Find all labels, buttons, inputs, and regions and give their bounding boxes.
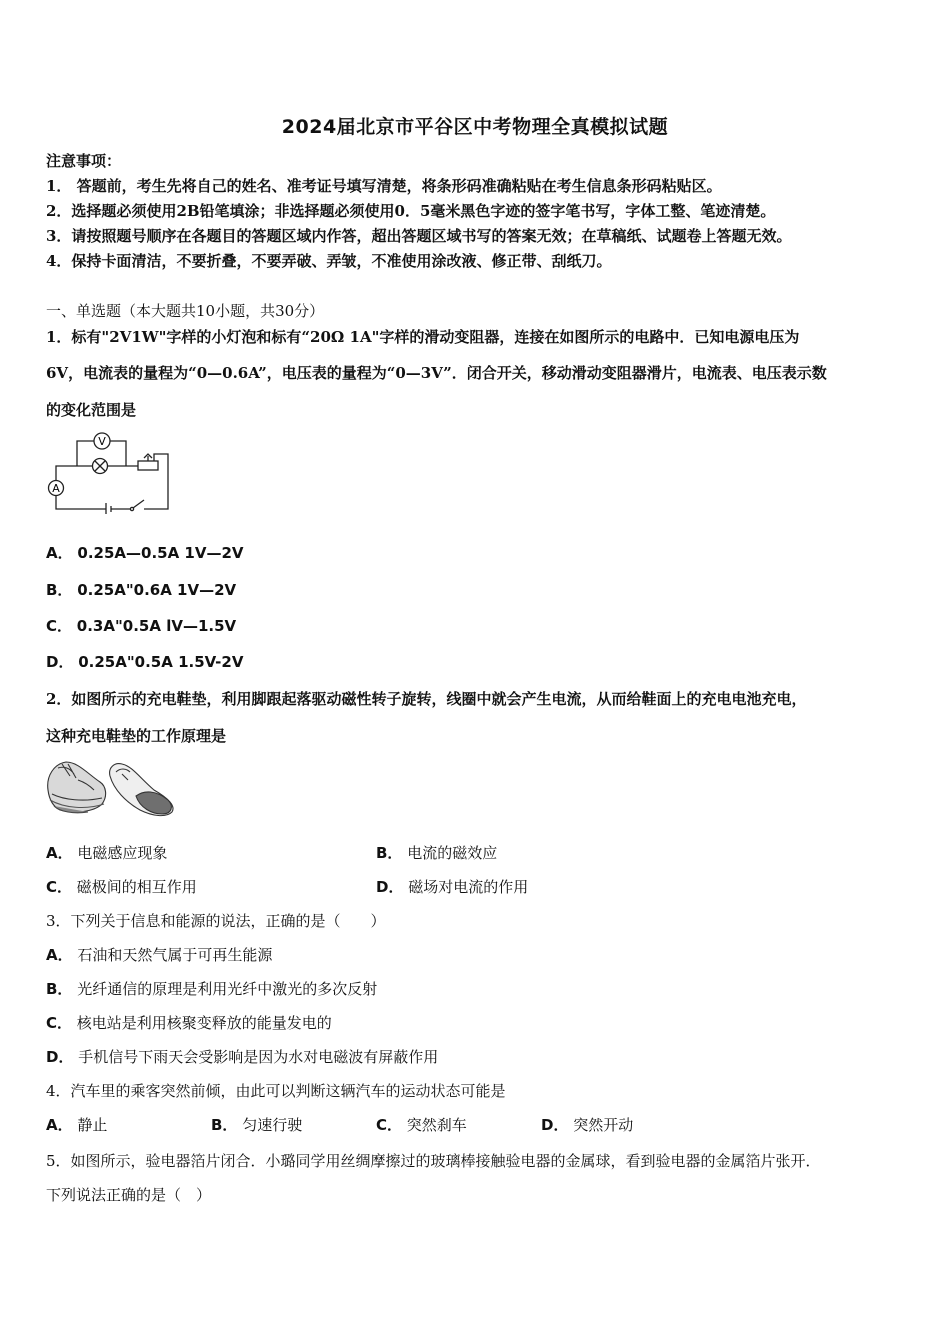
option-text: 电流的磁效应 [407, 844, 498, 862]
q1-option-c[interactable] [46, 616, 236, 636]
option-label: B． [211, 1116, 238, 1134]
option-text: 电磁感应现象 [77, 844, 168, 862]
q3-option-d[interactable] [46, 1047, 438, 1067]
option-label: D． [46, 653, 74, 671]
page-title: 2024届北京市平谷区中考物理全真模拟试题 [281, 116, 669, 138]
q3-option-b[interactable] [46, 979, 377, 999]
q2-shoe-insole-image [44, 756, 180, 822]
option-text: 0.25A"0.6A 1V—2V [77, 581, 237, 599]
q3-option-a[interactable] [46, 945, 272, 965]
option-label: C． [46, 1014, 73, 1032]
notice-heading: 注意事项： [46, 152, 122, 170]
q4-option-c[interactable] [376, 1115, 467, 1135]
option-label: B． [46, 980, 73, 998]
notice-item: 1． 答题前，考生先将自己的姓名、准考证号填写清楚，将条形码准确粘贴在考生信息条形码粘贴区。 [46, 177, 722, 195]
option-text: 0.25A"0.5A 1.5V-2V [78, 653, 244, 671]
option-text: 手机信号下雨天会受影响是因为水对电磁波有屏蔽作用 [78, 1048, 439, 1066]
option-text: 匀速行驶 [242, 1116, 303, 1134]
option-label: A． [46, 544, 73, 562]
q2-option-b[interactable] [376, 843, 497, 863]
q1-circuit-diagram [44, 430, 174, 514]
option-text: 光纤通信的原理是利用光纤中激光的多次反射 [77, 980, 378, 998]
option-text: 突然开动 [573, 1116, 634, 1134]
voltmeter-label: V [98, 435, 106, 448]
option-text: 突然刹车 [406, 1116, 467, 1134]
q1-option-a[interactable] [46, 543, 244, 563]
q3-stem: 3．下列关于信息和能源的说法，正确的是（ ） [46, 912, 386, 930]
q1-stem-line: 的变化范围是 [46, 401, 137, 419]
option-label: C． [46, 617, 73, 635]
q1-stem-line: 6V，电流表的量程为“0—0.6A”，电压表的量程为“0—3V”．闭合开关，移动滑动变阻器滑片，电流表、电压表示数 [46, 364, 827, 382]
q4-option-b[interactable] [211, 1115, 302, 1135]
option-text: 石油和天然气属于可再生能源 [77, 946, 273, 964]
option-text: 0.3A"0.5A lV—1.5V [76, 617, 237, 635]
option-text: 磁极间的相互作用 [76, 878, 197, 896]
q1-option-d[interactable] [46, 652, 243, 672]
option-text: 磁场对电流的作用 [408, 878, 529, 896]
option-label: A． [46, 946, 73, 964]
q1-option-b[interactable] [46, 580, 236, 600]
option-label: D． [46, 1048, 74, 1066]
q5-stem-line: 5．如图所示，验电器箔片闭合．小璐同学用丝绸摩擦过的玻璃棒接触验电器的金属球，看到验电器的金属箔片张开． [46, 1152, 821, 1170]
q4-stem: 4．汽车里的乘客突然前倾，由此可以判断这辆汽车的运动状态可能是 [46, 1082, 506, 1100]
option-label: D． [376, 878, 404, 896]
q2-stem-line: 这种充电鞋垫的工作原理是 [46, 727, 227, 745]
q2-option-c[interactable] [46, 877, 197, 897]
q1-stem-line: 1．标有"2V1W"字样的小灯泡和标有“20Ω 1A"字样的滑动变阻器，连接在如图所示的电路中．已知电源电压为 [46, 328, 800, 346]
section-heading: 一、单选题（本大题共10小题，共30分） [46, 302, 325, 320]
option-text: 0.25A—0.5A 1V—2V [77, 544, 244, 562]
option-label: D． [541, 1116, 569, 1134]
notice-item: 2．选择题必须使用2B铅笔填涂；非选择题必须使用0．5毫米黑色字迹的签字笔书写，字体工整、笔迹清楚。 [46, 202, 776, 220]
ammeter-label: A [52, 482, 60, 495]
option-label: B． [376, 844, 403, 862]
notice-item: 3．请按照题号顺序在各题目的答题区域内作答，超出答题区域书写的答案无效；在草稿纸、试题卷上答题无效。 [46, 227, 792, 245]
q4-option-d[interactable] [541, 1115, 633, 1135]
option-label: A． [46, 1116, 73, 1134]
option-label: A． [46, 844, 73, 862]
option-label: C． [376, 1116, 403, 1134]
q2-option-d[interactable] [376, 877, 528, 897]
option-label: C． [46, 878, 73, 896]
q2-stem-line: 2．如图所示的充电鞋垫，利用脚跟起落驱动磁性转子旋转，线圈中就会产生电流，从而给鞋面上的充电电池充电， [46, 690, 807, 708]
q2-option-a[interactable] [46, 843, 167, 863]
notice-item: 4．保持卡面清洁，不要折叠，不要弄破、弄皱，不准使用涂改液、修正带、刮纸刀。 [46, 252, 612, 270]
q3-option-c[interactable] [46, 1013, 332, 1033]
option-text: 核电站是利用核聚变释放的能量发电的 [76, 1014, 332, 1032]
option-text: 静止 [77, 1116, 108, 1134]
option-label: B． [46, 581, 73, 599]
q5-stem-line: 下列说法正确的是（ ） [46, 1186, 212, 1204]
q4-option-a[interactable] [46, 1115, 107, 1135]
